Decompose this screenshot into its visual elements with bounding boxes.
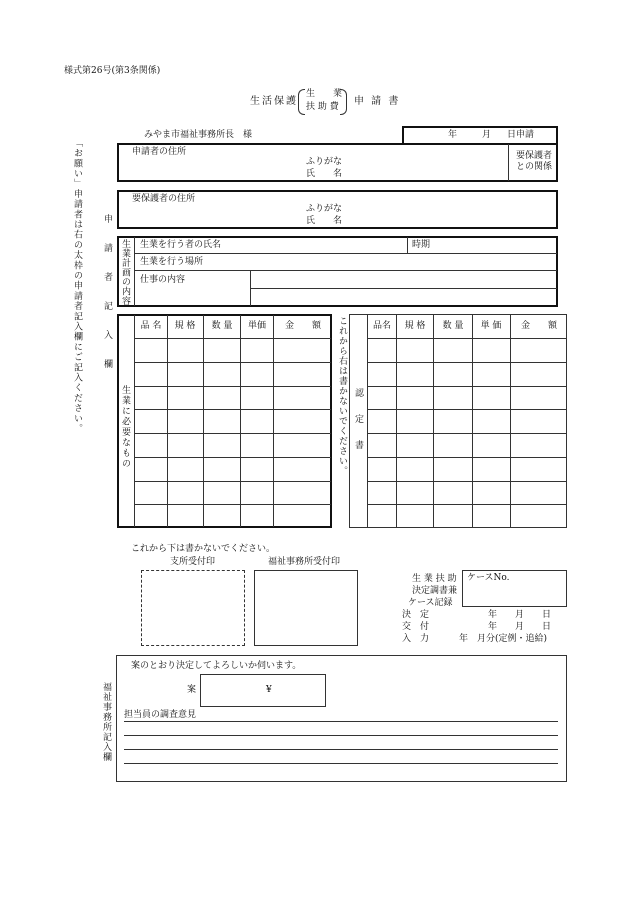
grid-row-line — [134, 386, 331, 387]
case-label-3: ケース記録 — [408, 598, 453, 608]
applicant-section-label: 申請者記入欄 — [102, 214, 112, 388]
case-no-label: ケースNo. — [467, 573, 510, 583]
middle-note: これから右は書かないでください。 — [337, 316, 347, 476]
side-note: 「お願い」申請者は右の太枠の申請者記入欄にご記入ください。 — [72, 138, 82, 434]
branch-stamp-box — [141, 570, 245, 646]
applicant-name-label: 氏 名 — [306, 169, 343, 179]
office-plan-label: 案 — [187, 685, 197, 695]
date-day: 日申請 — [507, 130, 535, 140]
issue-date: 年 月 日 — [488, 622, 552, 632]
office-opinion-label: 担当員の調査意見 — [124, 710, 197, 720]
relation-label-2: との関係 — [516, 162, 553, 172]
plan-label-divider — [134, 237, 135, 306]
table-header-cell: 単価 — [247, 321, 267, 331]
grid-row-line — [367, 409, 566, 410]
title-bottom: 扶 助 費 — [306, 102, 339, 112]
form-number: 様式第26号(第3条関係) — [64, 66, 161, 76]
opinion-line-2 — [124, 735, 558, 736]
plan-work-label: 仕事の内容 — [140, 275, 186, 285]
protected-address-label: 要保護者の住所 — [132, 194, 196, 204]
grid-row-line — [367, 338, 566, 339]
plan-work-divider — [250, 270, 251, 306]
plan-timing-divider — [407, 237, 408, 253]
grid-column-line — [472, 315, 473, 527]
title-brace-right — [340, 89, 347, 115]
grid-column-line — [167, 315, 168, 527]
plan-row-line-1 — [134, 253, 557, 254]
grid-row-line — [367, 481, 566, 482]
protected-furigana-label: ふりがな — [306, 204, 343, 214]
office-side-label: 福祉事務所記入欄 — [101, 682, 111, 762]
applicant-divider — [508, 144, 509, 181]
title-top: 生 業 — [306, 89, 343, 99]
date-month: 月 — [482, 130, 492, 140]
grid-row-line — [134, 409, 331, 410]
table-header-cell: 金 額 — [520, 321, 558, 331]
office-stamp-box — [254, 570, 358, 646]
lower-note: これから下は書かないでください。 — [131, 544, 276, 554]
applicant-address-label: 申請者の住所 — [132, 147, 187, 157]
table-header-cell: 規 格 — [174, 321, 196, 331]
table-header-cell: 規 格 — [404, 321, 426, 331]
office-yen: ¥ — [266, 685, 272, 695]
entry-label: 入 力 — [402, 634, 430, 644]
table-header-cell: 単 価 — [480, 321, 502, 331]
grid-column-line — [510, 315, 511, 527]
grid-column-line — [240, 315, 241, 527]
applicant-furigana-label: ふりがな — [306, 157, 343, 167]
opinion-line-4 — [124, 763, 558, 764]
grid-column-line — [203, 315, 204, 527]
grid-column-line — [396, 315, 397, 527]
issue-label: 交 付 — [402, 622, 430, 632]
protected-name-label: 氏 名 — [306, 216, 343, 226]
grid-row-line — [134, 338, 331, 339]
grid-column-line — [134, 315, 135, 527]
title-left: 生活保護 — [250, 96, 298, 107]
decision-label: 決 定 — [402, 610, 430, 620]
grid-row-line — [134, 362, 331, 363]
grid-row-line — [134, 504, 331, 505]
branch-stamp-label: 支所受付印 — [170, 557, 216, 567]
plan-row-line-3 — [250, 288, 557, 289]
plan-group-label: 生業計画の内容 — [120, 239, 130, 306]
title-right: 申 請 書 — [354, 96, 401, 107]
office-intro: 案のとおり決定してよろしいか伺います。 — [131, 661, 302, 671]
grid-row-line — [367, 386, 566, 387]
table-header-cell: 金 額 — [284, 321, 322, 331]
grid-row-line — [367, 433, 566, 434]
plan-place-label: 生業を行う場所 — [140, 257, 204, 267]
title-brace-left — [298, 89, 305, 115]
office-plan-box — [200, 674, 326, 707]
case-label-2: 決定調書兼 — [412, 586, 458, 596]
relation-label-1: 要保護者 — [516, 151, 553, 161]
grid-row-line — [367, 504, 566, 505]
needs-side-label: 生業に必要なもの — [120, 385, 130, 469]
table-header-cell: 数 量 — [211, 321, 233, 331]
approval-side-label: 認 定 書 — [353, 388, 363, 453]
date-year: 年 — [448, 130, 458, 140]
grid-row-line — [134, 481, 331, 482]
date-box — [402, 126, 558, 144]
grid-column-line — [273, 315, 274, 527]
opinion-line-1 — [124, 721, 558, 722]
plan-person-label: 生業を行う者の氏名 — [140, 240, 222, 250]
grid-row-line — [134, 433, 331, 434]
plan-timing-label: 時期 — [412, 240, 431, 250]
grid-column-line — [433, 315, 434, 527]
entry-date: 年 月分(定例・追給) — [459, 634, 548, 644]
case-label-1: 生 業 扶 助 — [412, 574, 457, 584]
office-stamp-label: 福祉事務所受付印 — [268, 557, 341, 567]
needs-table — [117, 314, 332, 528]
grid-row-line — [134, 457, 331, 458]
table-header-cell: 数 量 — [442, 321, 464, 331]
table-header-cell: 品名 — [372, 321, 392, 331]
grid-column-line — [367, 315, 368, 527]
decision-date: 年 月 日 — [488, 610, 552, 620]
plan-row-line-2 — [134, 270, 557, 271]
approval-table — [349, 314, 567, 528]
grid-row-line — [367, 457, 566, 458]
grid-row-line — [367, 362, 566, 363]
table-header-cell: 品 名 — [140, 321, 162, 331]
opinion-line-3 — [124, 749, 558, 750]
addressee: みやま市福祉事務所長 様 — [144, 130, 253, 140]
